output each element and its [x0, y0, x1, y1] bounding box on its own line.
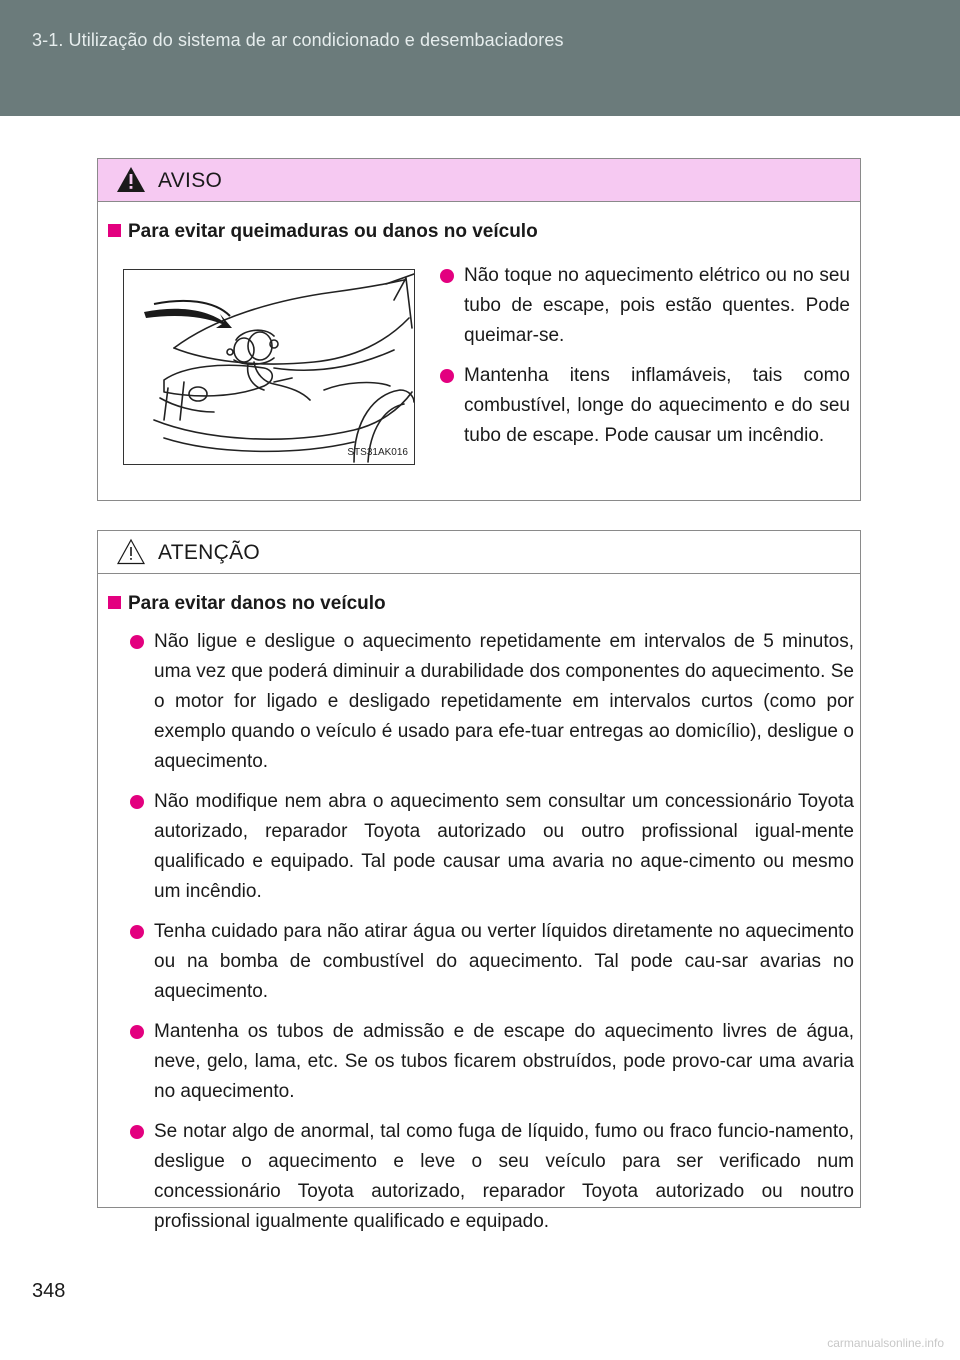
caution-header: [98, 531, 860, 574]
warning-header: [98, 159, 860, 202]
caution-box: [97, 530, 861, 1232]
watermark: carmanualsonline.info: [827, 1336, 944, 1350]
list-item: [130, 627, 854, 777]
warning-triangle-outline-icon: [116, 538, 146, 565]
bullet-text: Mantenha os tubos de admissão e de escape do aquecimento livres de água, neve, gelo, lama, etc. Se os tubos ficarem obstruídos, pode provo-car uma avaria no aquecimento.: [154, 1021, 854, 1102]
round-bullet-icon: [130, 1025, 144, 1039]
bullet-text: Não ligue e desligue o aquecimento repetidamente em intervalos de 5 minutos, uma vez que poderá diminuir a durabilidade dos componentes do aquecimento. Se o motor for ligado e desligado repetidamente em intervalos curtos (como por exemplo quando o veículo é usado para efe-tuar entregas ao domicílio), desligue o aquecimento.: [154, 631, 854, 772]
caution-section-title-text: Para evitar danos no veículo: [128, 593, 386, 614]
page-number: 348: [32, 1280, 66, 1302]
list-item: [440, 361, 850, 451]
caution-bullet-list: [130, 627, 854, 1247]
heater-illustration: [123, 269, 415, 465]
warning-bullet-list: [440, 261, 850, 461]
warning-label: AVISO: [158, 169, 223, 192]
bullet-text: Tenha cuidado para não atirar água ou verter líquidos diretamente no aquecimento ou na bomba de combustível do aquecimento. Tal pode cau-sar avarias no aquecimento.: [154, 921, 854, 1002]
warning-box: [97, 158, 861, 501]
bullet-text: Se notar algo de anormal, tal como fuga de líquido, fumo ou fraco funcio-namento, desligue o aquecimento e leve o seu veículo para ser verificado num concessionário Toyota autorizado, reparador Toyota autorizado ou noutro profissional igualmente qualificado e equipado.: [154, 1121, 854, 1232]
round-bullet-icon: [130, 1125, 144, 1139]
caution-label: ATENÇÃO: [158, 541, 261, 564]
round-bullet-icon: [440, 369, 454, 383]
warning-section-title-text: Para evitar queimaduras ou danos no veículo: [128, 221, 538, 242]
bullet-text: Mantenha itens inflamáveis, tais como combustível, longe do aquecimento e do seu tubo de escape. Pode causar um incêndio.: [464, 365, 850, 446]
bullet-text: Não modifique nem abra o aquecimento sem consultar um concessionário Toyota autorizado, reparador Toyota autorizado ou outro profissional igual-mente qualificado e equipado. Tal pode causar uma avaria no aque-cimento ou mesmo um incêndio.: [154, 791, 854, 902]
round-bullet-icon: [130, 795, 144, 809]
list-item: [130, 1017, 854, 1107]
car-front-heater-drawing: [124, 270, 414, 464]
square-bullet-icon: [108, 596, 121, 609]
round-bullet-icon: [130, 635, 144, 649]
illustration-code: STS31AK016: [347, 447, 408, 458]
caution-section-title: [108, 593, 386, 615]
header-band: [0, 0, 960, 116]
warning-section-title: [108, 221, 538, 243]
warning-triangle-filled-icon: [116, 166, 146, 193]
list-item: [130, 1117, 854, 1237]
list-item: [440, 261, 850, 351]
round-bullet-icon: [440, 269, 454, 283]
list-item: [130, 787, 854, 907]
square-bullet-icon: [108, 224, 121, 237]
list-item: [130, 917, 854, 1007]
round-bullet-icon: [130, 925, 144, 939]
bullet-text: Não toque no aquecimento elétrico ou no seu tubo de escape, pois estão quentes. Pode queimar-se.: [464, 265, 850, 346]
chapter-title: 3-1. Utilização do sistema de ar condicionado e desembaciadores: [32, 30, 564, 50]
